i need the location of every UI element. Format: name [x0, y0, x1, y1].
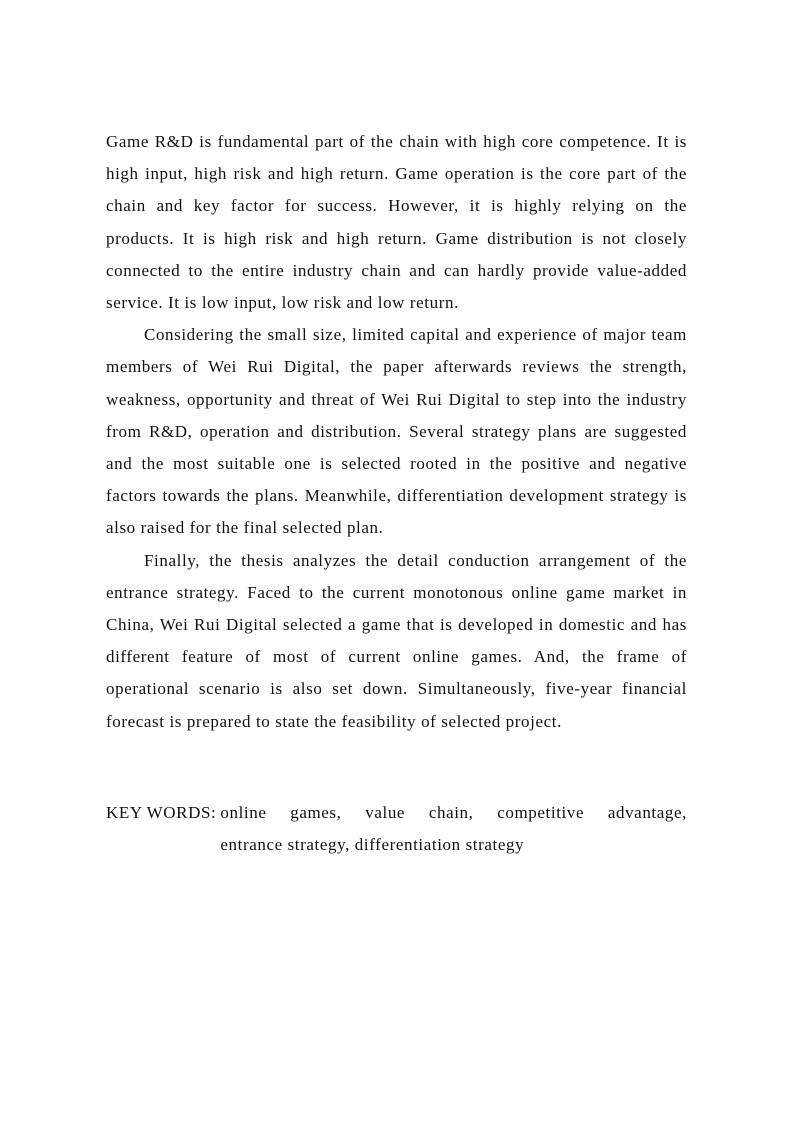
keywords-line-2: entrance strategy, differentiation strategy: [220, 835, 525, 855]
keywords-line-1: online games, value chain, competitive advantage,: [220, 802, 687, 822]
abstract-paragraph-1: Game R&D is fundamental part of the chain with high core competence. It is high input, high risk and high return. Game operation is the core part of the chain and key factor for success. However, it is highly relying on the products. It is high risk and high return. Game distribution is not closely connected to the entire industry chain and can hardly provide value-added service. It is low input, low risk and low return.: [106, 132, 687, 313]
document-page: [106, 126, 687, 861]
abstract-paragraph-3: Finally, the thesis analyzes the detail conduction arrangement of the entrance strategy. Faced to the current monotonous online game market in China, Wei Rui Digital selected a game that is developed in domestic and has different feature of most of current online games. And, the frame of operational scenario is also set down. Simultaneously, five-year financial forecast is prepared to state the feasibility of selected project.: [106, 550, 687, 731]
keywords-list: [216, 797, 687, 861]
abstract-paragraph-2: Considering the small size, limited capital and experience of major team members of Wei Rui Digital, the paper afterwards reviews the strength, weakness, opportunity and threat of Wei Rui Digital to step into the industry from R&D, operation and distribution. Several strategy plans are suggested and the most suitable one is selected rooted in the positive and negative factors towards the plans. Meanwhile, differentiation development strategy is also raised for the final selected plan.: [106, 325, 687, 538]
keywords-block: [106, 797, 687, 861]
keywords-label: KEY WORDS:: [106, 802, 217, 822]
